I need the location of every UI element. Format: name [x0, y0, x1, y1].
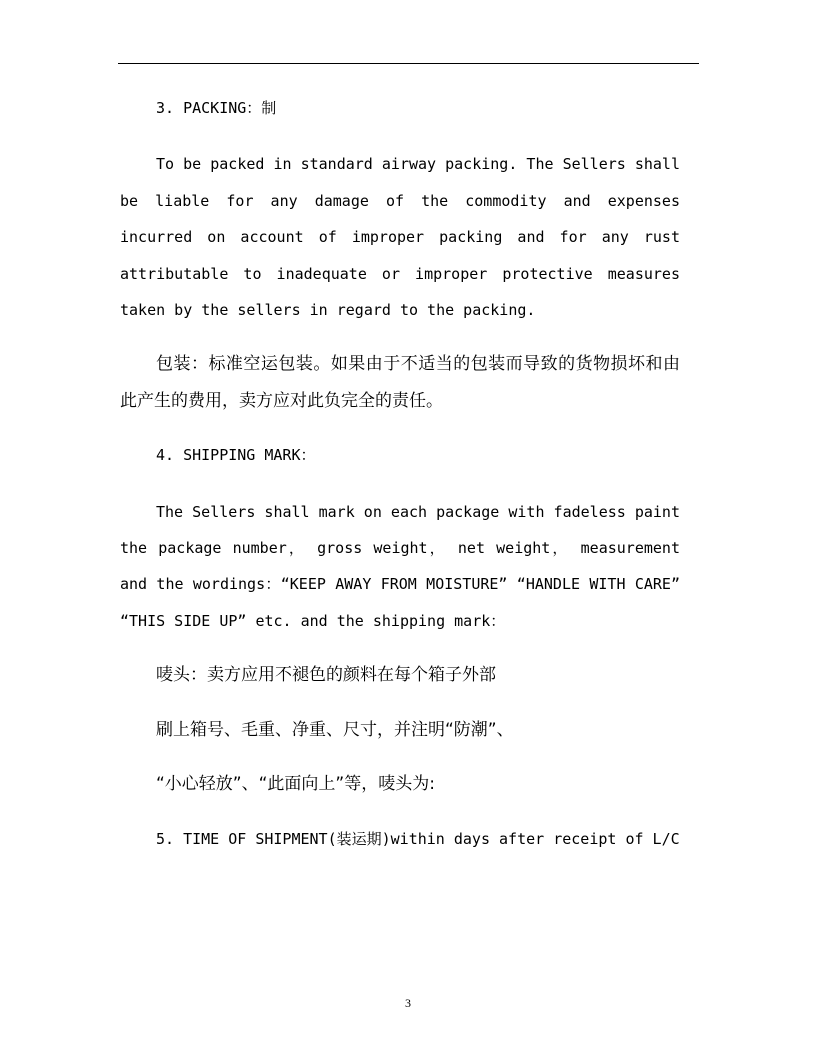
shipping-mark-chinese-line-1: 唛头：卖方应用不褪色的颜料在每个箱子外部	[156, 665, 496, 686]
shipment-time-heading: 5. TIME OF SHIPMENT(装运期)within days after receipt of L/C	[156, 829, 680, 848]
packing-chinese-text: 包装：标准空运包装。如果由于不适当的包装而导致的货物损坏和由此产生的费用，卖方应对此负完全的责任。	[120, 354, 680, 411]
shipping-mark-heading: 4. SHIPPING MARK：	[156, 446, 316, 465]
shipping-mark-english-text: The Sellers shall mark on each package with fadeless paint the package number， gross weight， net weight， measurement and the wordings：“KEEP AWAY FROM MOISTURE” “HANDLE WITH CARE” “THIS SIDE UP” etc. and the shipping mark：	[120, 502, 680, 630]
shipping-mark-chinese-line-2: 刷上箱号、毛重、净重、尺寸，并注明“防潮”、	[156, 719, 514, 740]
packing-english-text: To be packed in standard airway packing. The Sellers shall be liable for any damage of the commodity and expenses incurred on account of improper packing and for any rust attributable to inadequate or improper protective measures taken by the sellers in regard to the packing.	[120, 155, 680, 320]
document-body	[120, 90, 680, 857]
page-number: 3	[405, 996, 411, 1010]
shipping-mark-chinese-line-3: “小心轻放”、“此面向上”等，唛头为:	[156, 774, 435, 795]
header-rule	[118, 63, 699, 64]
packing-heading: 3. PACKING：制	[156, 99, 277, 117]
